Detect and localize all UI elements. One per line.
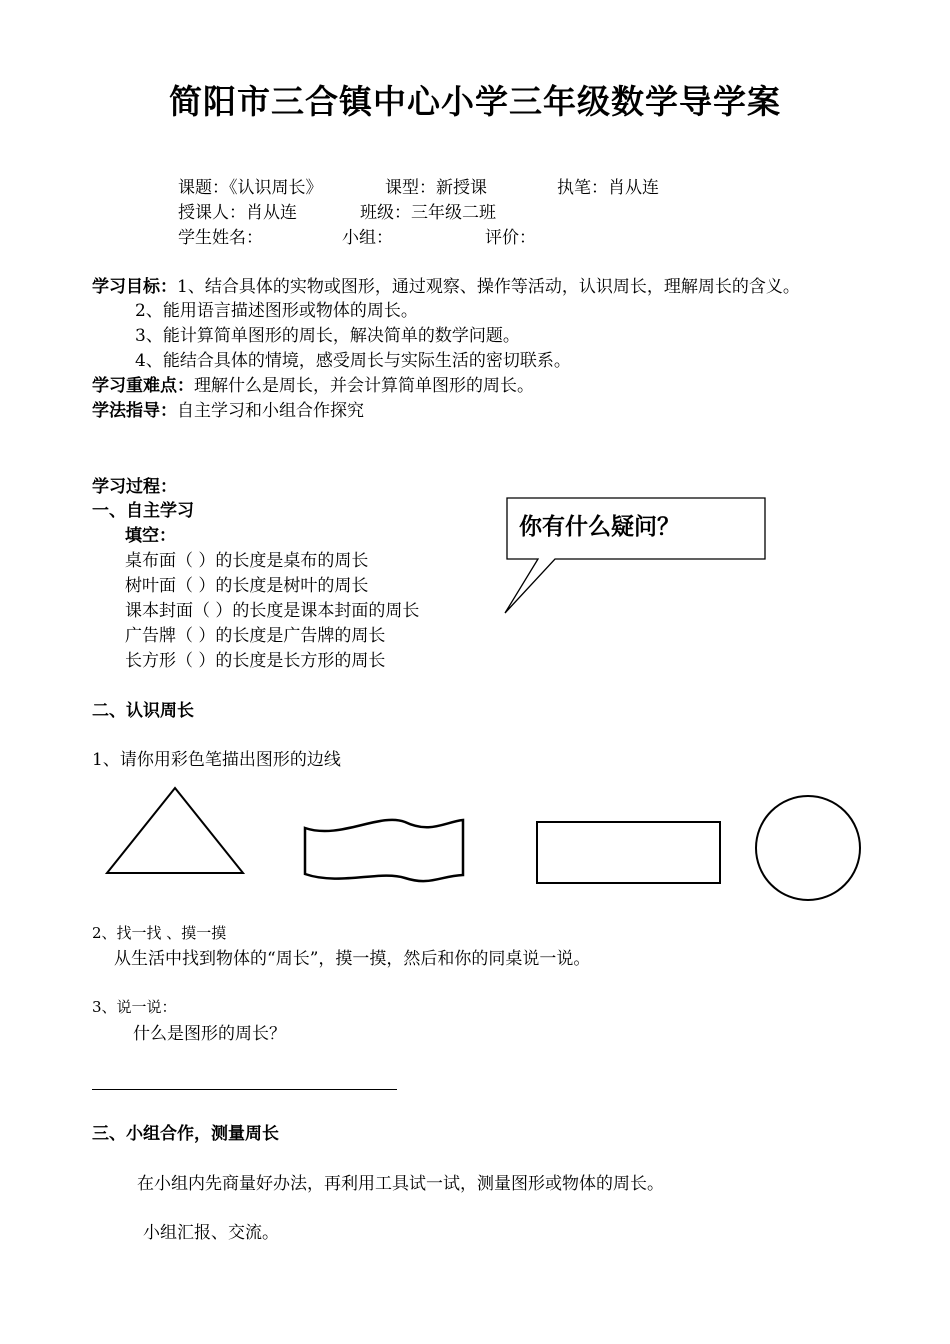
fill-in-line: 课本封面（ ）的长度是课本封面的周长 — [125, 601, 420, 621]
method-text: 自主学习和小组合作探究 — [177, 401, 364, 421]
section2-item2-text: 从生活中找到物体的“周长”，摸一摸，然后和你的同桌说一说。 — [114, 949, 591, 969]
method-label: 学法指导： — [92, 401, 177, 421]
lesson-author-label: 执笔： — [557, 178, 608, 198]
lesson-type-value: 新授课 — [436, 178, 487, 198]
class-value: 三年级二班 — [411, 203, 496, 223]
page-title: 简阳市三合镇中心小学三年级数学导学案 — [169, 82, 781, 121]
fill-in-line: 树叶面（ ）的长度是树叶的周长 — [125, 576, 369, 596]
section2-item1: 1、请你用彩色笔描出图形的边线 — [92, 750, 341, 770]
section2-item3: 3、说一说： — [92, 998, 177, 1016]
section3-text2: 小组汇报、交流。 — [143, 1223, 279, 1243]
teacher-value: 肖从连 — [246, 203, 297, 223]
section3-text1: 在小组内先商量好办法，再利用工具试一试，测量图形或物体的周长。 — [137, 1174, 664, 1194]
goal-item: 2、能用语言描述图形或物体的周长。 — [135, 301, 418, 321]
goals-label: 学习目标： — [92, 277, 177, 297]
evaluation-label: 评价： — [485, 228, 536, 248]
bubble-text: 你有什么疑问？ — [519, 514, 680, 540]
fill-in-line: 广告牌（ ）的长度是广告牌的周长 — [125, 626, 386, 646]
lesson-author-value: 肖从连 — [608, 178, 659, 198]
section2-heading: 二、认识周长 — [92, 701, 194, 721]
goal-item: 3、能计算简单图形的周长，解决简单的数学问题。 — [135, 326, 520, 346]
circle-shape — [756, 796, 860, 900]
goal-item: 4、能结合具体的情境，感受周长与实际生活的密切联系。 — [135, 351, 571, 371]
fill-in-line: 长方形（ ）的长度是长方形的周长 — [125, 651, 386, 671]
goal-item: 1、结合具体的实物或图形，通过观察、操作等活动，认识周长，理解周长的含义。 — [177, 277, 800, 297]
lesson-type-label: 课型： — [385, 178, 436, 198]
lesson-topic-value: 《认识周长》 — [229, 178, 323, 198]
process-label: 学习过程： — [92, 477, 177, 497]
key-points-text: 理解什么是周长，并会计算简单图形的周长。 — [194, 376, 534, 396]
wavy-rectangle-shape — [305, 820, 463, 881]
answer-line — [92, 1089, 397, 1090]
section2-item3-text: 什么是图形的周长？ — [133, 1024, 286, 1044]
student-name-label: 学生姓名： — [178, 228, 263, 248]
rectangle-shape — [537, 822, 720, 883]
fill-in-line: 桌布面（ ）的长度是桌布的周长 — [125, 551, 369, 571]
triangle-shape — [107, 788, 243, 873]
teacher-label: 授课人： — [178, 203, 246, 223]
group-label: 小组： — [342, 228, 393, 248]
lesson-topic-label: 课题： — [178, 178, 229, 198]
section2-item2: 2、找一找 、摸一摸 — [92, 924, 227, 942]
class-label: 班级： — [360, 203, 411, 223]
section1-heading: 一、自主学习 — [92, 501, 194, 521]
section3-heading: 三、小组合作，测量周长 — [92, 1124, 279, 1144]
fill-in-label: 填空： — [125, 526, 176, 546]
key-points-label: 学习重难点： — [92, 376, 194, 396]
